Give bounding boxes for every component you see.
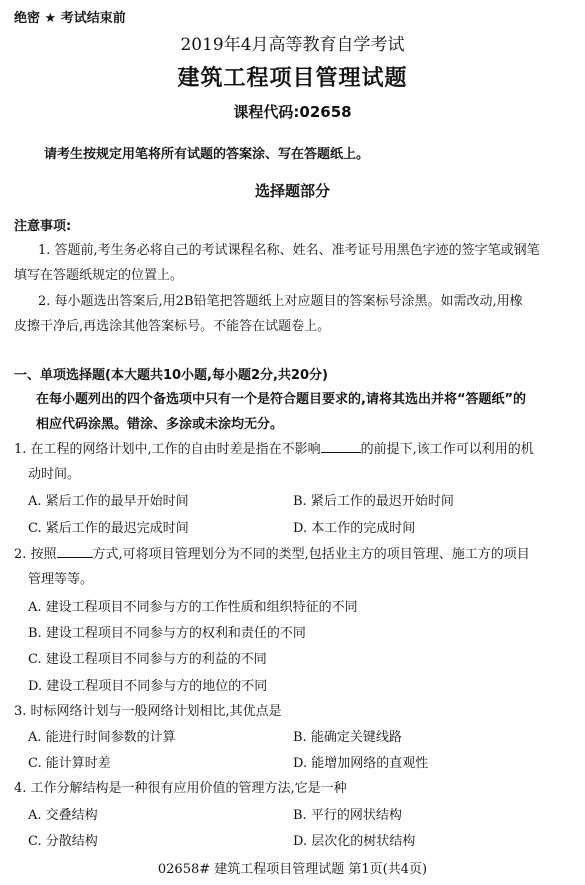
part1-desc-line1: 在每小题列出的四个备选项中只有一个是符合题目要求的,请将其选出并将“答题纸”的 bbox=[36, 392, 527, 407]
instruction-text: 请考生按规定用笔将所有试题的答案涂、写在答题纸上。 bbox=[44, 147, 370, 162]
question-1-option-a: A. 紧后工作的最早开始时间 bbox=[28, 494, 189, 509]
notes-title: 注意事项: bbox=[14, 219, 72, 234]
confidential-label: 绝密 ★ 考试结束前 bbox=[14, 11, 126, 26]
question-4-option-d: D. 层次化的树状结构 bbox=[293, 834, 416, 849]
question-1-stem bbox=[14, 438, 534, 457]
question-3-option-c: C. 能计算时差 bbox=[28, 756, 111, 771]
section-heading: 选择题部分 bbox=[254, 182, 330, 200]
question-2-option-b: B. 建设工程项目不同参与方的权利和责任的不同 bbox=[28, 626, 306, 641]
question-4-option-c: C. 分散结构 bbox=[28, 834, 98, 849]
question-4-option-a: A. 交叠结构 bbox=[28, 808, 98, 823]
question-4-stem: 4. 工作分解结构是一种很有应用价值的管理方法,它是一种 bbox=[14, 781, 347, 796]
notes-item2-line2: 皮擦干净后,再选涂其他答案标号。不能答在试题卷上。 bbox=[14, 319, 331, 334]
question-2-option-a: A. 建设工程项目不同参与方的工作性质和组织特征的不同 bbox=[28, 600, 358, 615]
question-3-stem: 3. 时标网络计划与一般网络计划相比,其优点是 bbox=[14, 704, 282, 719]
question-2-stem-start: 2. 按照 bbox=[14, 547, 57, 562]
answer-blank bbox=[321, 440, 361, 453]
question-1-stem-start: 1. 在工程的网络计划中,工作的自由时差是指在不影响 bbox=[14, 442, 321, 457]
question-2-option-d: D. 建设工程项目不同参与方的地位的不同 bbox=[28, 679, 268, 694]
page-footer: 02658# 建筑工程项目管理试题 第1页(共4页) bbox=[157, 862, 428, 877]
question-4-option-b: B. 平行的网状结构 bbox=[293, 808, 402, 823]
answer-blank bbox=[57, 545, 93, 558]
part1-heading: 一、单项选择题(本大题共10小题,每小题2分,共20分) bbox=[14, 368, 328, 383]
question-1-stem-line2: 动时间。 bbox=[28, 467, 81, 482]
question-2-option-c: C. 建设工程项目不同参与方的利益的不同 bbox=[28, 652, 267, 667]
paper-title: 建筑工程项目管理试题 bbox=[177, 66, 408, 91]
course-code: 课程代码:02658 bbox=[233, 103, 352, 121]
question-3-option-a: A. 能进行时间参数的计算 bbox=[28, 730, 176, 745]
question-2-stem bbox=[14, 543, 530, 562]
notes-item1-line2: 填写在答题纸规定的位置上。 bbox=[14, 268, 184, 283]
question-1-option-b: B. 紧后工作的最迟开始时间 bbox=[293, 494, 454, 509]
question-2-stem-end: 方式,可将项目管理划分为不同的类型,包括业主方的项目管理、施工方的项目 bbox=[92, 547, 530, 562]
question-1-stem-end: 的前提下,该工作可以利用的机 bbox=[360, 442, 534, 457]
notes-item1-line1: 1. 答题前,考生务必将自己的考试课程名称、姓名、准考证号用黑色字迹的签字笔或钢笔 bbox=[38, 243, 540, 258]
question-1-option-c: C. 紧后工作的最迟完成时间 bbox=[28, 521, 189, 536]
question-3-option-b: B. 能确定关键线路 bbox=[293, 730, 402, 745]
question-2-stem-line2: 管理等等。 bbox=[28, 572, 94, 587]
notes-item2-line1: 2. 每小题选出答案后,用2B铅笔把答题纸上对应题目的答案标号涂黑。如需改动,用橡 bbox=[38, 294, 523, 309]
question-3-option-d: D. 能增加网络的直观性 bbox=[293, 756, 429, 771]
exam-title: 2019年4月高等教育自学考试 bbox=[180, 35, 405, 55]
part1-desc-line2: 相应代码涂黑。错涂、多涂或未涂均无分。 bbox=[36, 417, 284, 432]
question-1-option-d: D. 本工作的完成时间 bbox=[293, 521, 416, 536]
